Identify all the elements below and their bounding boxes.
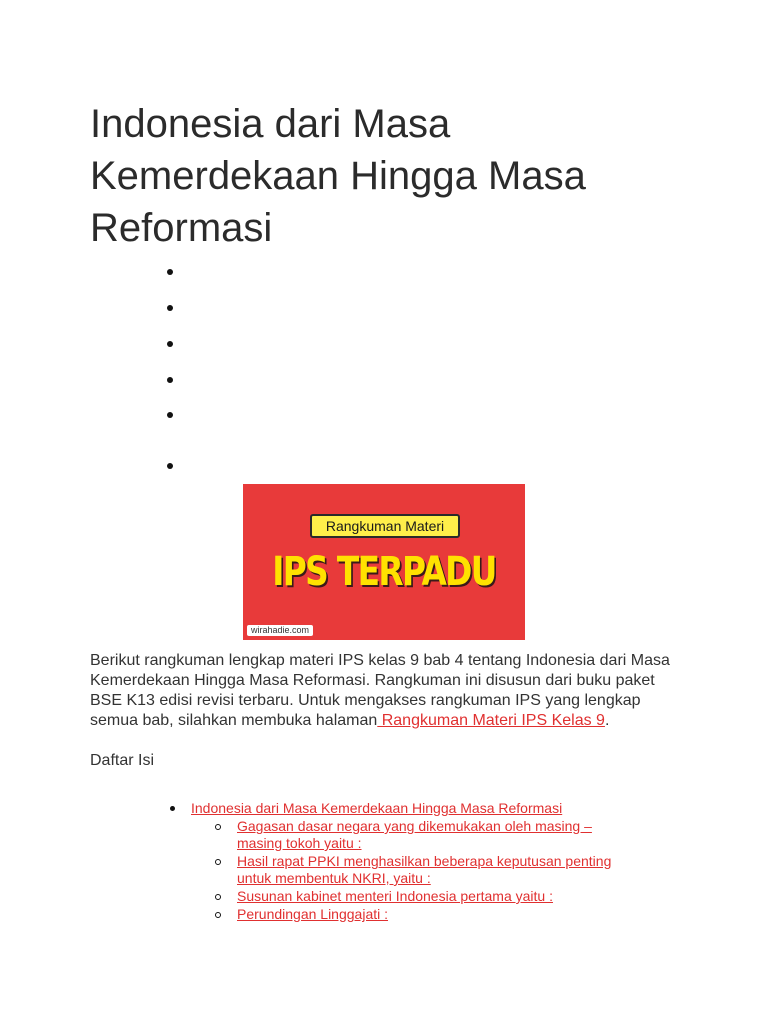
banner-subtitle: Rangkuman Materi [310, 514, 460, 538]
list-item [167, 377, 173, 383]
table-of-contents [170, 800, 690, 924]
list-item [167, 412, 173, 418]
toc-link-hasil-rapat[interactable]: Hasil rapat PPKI menghasilkan beberapa keputusan penting untuk membentuk NKRI, yaitu : [237, 853, 612, 886]
page-title: Indonesia dari Masa Kemerdekaan Hingga Masa Reformasi [90, 102, 586, 250]
toc-link-gagasan[interactable]: Gagasan dasar negara yang dikemukakan oleh masing – masing tokoh yaitu : [237, 818, 592, 851]
toc-sub-item [191, 888, 637, 905]
toc-link-kabinet[interactable]: Susunan kabinet menteri Indonesia pertama yaitu : [237, 888, 553, 904]
toc-heading: Daftar Isi [90, 752, 155, 769]
toc-sublist [191, 818, 690, 923]
toc-sub-item [191, 818, 637, 852]
rangkuman-kelas-9-link[interactable]: Rangkuman Materi IPS Kelas 9 [377, 712, 605, 729]
intro-paragraph [90, 651, 680, 731]
banner-title: IPS TERPADU [272, 549, 496, 595]
list-item [167, 269, 173, 275]
toc-item [170, 800, 690, 923]
list-item [167, 305, 173, 311]
list-item [167, 341, 173, 347]
intro-text: Berikut rangkuman lengkap materi IPS kelas 9 bab 4 tentang Indonesia dari Masa Kemerdekaan Hingga Masa Reformasi. Rangkuman ini disusun dari buku paket BSE K13 edisi revisi terbaru. Untuk mengakses rangkuman IPS yang lengkap semua bab, silahkan membuka halaman [90, 652, 670, 729]
toc-link-linggajati[interactable]: Perundingan Linggajati : [237, 906, 389, 922]
toc-sub-item [191, 853, 637, 887]
toc-link-main[interactable]: Indonesia dari Masa Kemerdekaan Hingga Masa Reformasi [191, 800, 563, 816]
banner-watermark: wirahadie.com [247, 625, 313, 636]
toc-sub-item [191, 906, 637, 923]
banner-image [243, 484, 525, 640]
list-item [167, 463, 173, 469]
intro-suffix: . [604, 712, 610, 729]
